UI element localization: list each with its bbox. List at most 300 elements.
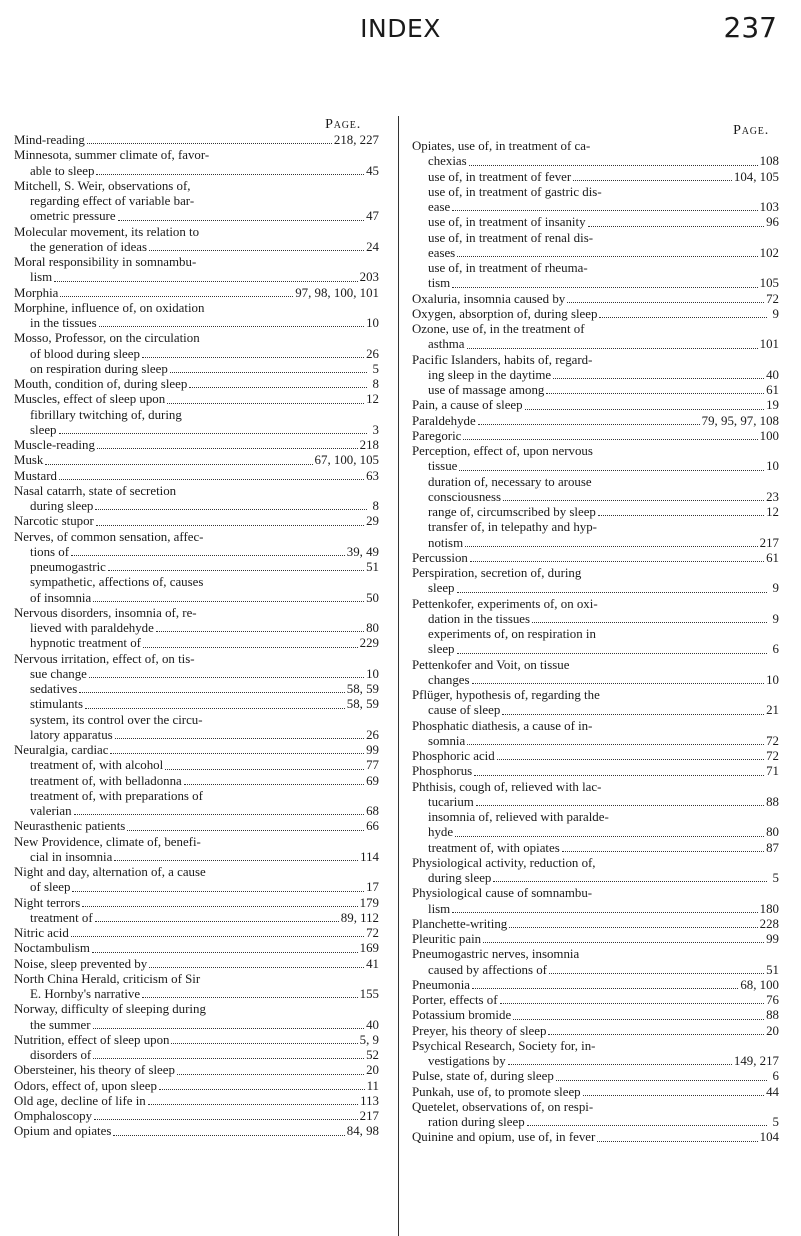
index-line	[412, 383, 779, 398]
index-term: cial in insomnia	[30, 849, 113, 864]
page-reference: 8	[372, 377, 379, 391]
dot-leader	[583, 1085, 764, 1096]
index-term: during sleep	[30, 499, 94, 513]
dot-leader	[159, 1079, 365, 1090]
dot-leader	[114, 850, 358, 861]
index-term: pneumogastric	[30, 560, 106, 574]
page-reference: 50	[366, 590, 379, 605]
index-term: Old age, decline of life in	[14, 1093, 146, 1108]
dot-leader	[597, 1130, 757, 1141]
index-term: of sleep	[30, 880, 71, 895]
page-reference: 47	[366, 209, 379, 224]
page-reference: 5, 9	[359, 1032, 379, 1047]
index-term: Pneumogastric nerves, insomnia	[412, 947, 580, 962]
page-reference: 105	[759, 276, 779, 291]
index-term: ometric pressure	[30, 209, 116, 224]
index-term: regarding effect of variable bar-	[30, 194, 195, 208]
index-line	[412, 1085, 779, 1100]
index-line	[412, 1130, 779, 1145]
index-term: changes	[428, 672, 470, 687]
page-reference: 5	[772, 871, 779, 885]
index-line	[412, 993, 779, 1008]
page-reference: 80	[366, 621, 379, 635]
index-term: treatment of, with alcohol	[30, 758, 164, 773]
index-line	[412, 932, 779, 947]
index-term: consciousness	[428, 489, 502, 504]
index-column-left	[14, 116, 379, 1140]
page-reference: 114	[360, 849, 379, 864]
index-line	[412, 398, 779, 413]
page-reference: 229	[359, 636, 379, 651]
page-reference: 40	[366, 1017, 379, 1032]
index-line	[412, 764, 779, 779]
page-reference: 40	[766, 367, 779, 382]
index-term: Neurasthenic patients	[14, 819, 126, 834]
index-term: caused by affections of	[428, 962, 547, 977]
index-line	[412, 536, 779, 551]
index-term: dation in the tissues	[428, 611, 531, 626]
dot-leader	[85, 697, 345, 708]
index-term: tions of	[30, 544, 70, 559]
page-reference: 61	[766, 383, 779, 397]
index-line	[412, 627, 779, 642]
index-line	[412, 505, 779, 520]
index-term: Perspiration, secretion of, during	[412, 566, 582, 580]
index-term: Pneumonia	[412, 977, 471, 992]
dot-leader	[476, 795, 764, 806]
index-term: treatment of	[30, 910, 93, 925]
index-line	[412, 1054, 779, 1069]
dot-leader	[118, 209, 365, 220]
index-term: sympathetic, affections of, causes	[30, 575, 204, 590]
dot-leader	[94, 1109, 358, 1120]
page-reference: 6	[772, 1069, 779, 1084]
index-term: treatment of, with opiates	[428, 840, 560, 855]
page-reference: 71	[766, 764, 779, 779]
index-line	[14, 667, 379, 682]
index-line	[412, 1024, 779, 1039]
index-line	[14, 453, 379, 468]
dot-leader	[493, 871, 767, 882]
index-term: treatment of, with belladonna	[30, 773, 182, 788]
index-line	[14, 957, 379, 972]
index-term: of blood during sleep	[30, 346, 140, 361]
page-reference: 41	[366, 956, 379, 971]
index-line	[14, 896, 379, 911]
index-line	[14, 377, 379, 392]
page-reference: 17	[366, 880, 379, 895]
page-reference: 113	[360, 1093, 379, 1108]
index-term: Minnesota, summer climate of, favor-	[14, 148, 210, 163]
index-line	[14, 179, 379, 194]
index-term: Mustard	[14, 468, 57, 483]
page-reference: 104	[759, 1130, 779, 1145]
index-line	[14, 286, 379, 301]
page-reference: 169	[359, 941, 379, 956]
index-term: sue change	[30, 666, 87, 681]
index-line	[14, 850, 379, 865]
dot-leader	[452, 276, 757, 287]
dot-leader	[59, 469, 364, 480]
index-term: Muscles, effect of sleep upon	[14, 392, 166, 407]
page-reference: 10	[766, 459, 779, 474]
page-reference: 68, 100	[740, 977, 779, 992]
dot-leader	[167, 392, 364, 403]
page-reference: 10	[366, 666, 379, 681]
page-reference: 44	[766, 1084, 779, 1099]
index-term: experiments of, on respiration in	[428, 627, 596, 641]
index-line	[412, 322, 779, 337]
page-reference: 26	[366, 727, 379, 742]
index-term: during sleep	[428, 871, 492, 885]
dot-leader	[113, 1124, 344, 1135]
index-term: Phosphoric acid	[412, 749, 495, 763]
index-line	[14, 911, 379, 926]
dot-leader	[54, 270, 357, 281]
page-reference: 76	[766, 993, 779, 1007]
dot-leader	[472, 978, 738, 989]
page-reference: 72	[766, 733, 779, 748]
dot-leader	[459, 459, 764, 470]
index-term: hypnotic treatment of	[30, 636, 141, 651]
index-term: ration during sleep	[428, 1115, 525, 1129]
index-line	[14, 926, 379, 941]
index-line	[412, 475, 779, 490]
index-term: Pettenkofer, experiments of, on oxi-	[412, 596, 598, 611]
index-line	[412, 215, 779, 230]
index-term: Night terrors	[14, 895, 81, 910]
index-term: use of massage among	[428, 383, 545, 397]
index-line	[14, 819, 379, 834]
page-reference: 3	[372, 422, 379, 437]
page-reference: 45	[366, 163, 379, 178]
page-reference: 77	[366, 758, 379, 773]
page-reference: 84, 98	[346, 1124, 379, 1139]
dot-leader	[149, 957, 364, 968]
dot-leader	[562, 841, 764, 852]
index-term: hyde	[428, 825, 454, 840]
index-line	[412, 673, 779, 688]
dot-leader	[97, 438, 358, 449]
index-line	[412, 566, 779, 581]
index-line	[14, 194, 379, 209]
dot-leader	[452, 200, 757, 211]
page-reference: 97, 98, 100, 101	[295, 285, 379, 300]
index-term: Quinine and opium, use of, in fever	[412, 1130, 596, 1145]
dot-leader	[110, 743, 364, 754]
index-line	[412, 200, 779, 215]
index-term: North China Herald, criticism of Sir	[14, 971, 201, 986]
dot-leader	[553, 368, 764, 379]
page-reference: 103	[759, 200, 779, 214]
index-line	[412, 444, 779, 459]
dot-leader	[93, 1048, 364, 1059]
page-reference: 20	[766, 1023, 779, 1038]
index-line	[412, 1008, 779, 1023]
index-term: Mind-reading	[14, 133, 85, 147]
page-reference: 24	[366, 239, 379, 254]
page-reference: 217	[359, 1109, 379, 1123]
index-line	[14, 408, 379, 423]
index-line	[14, 804, 379, 819]
index-term: cause of sleep	[428, 703, 501, 718]
index-term: duration of, necessary to arouse	[428, 474, 592, 489]
dot-leader	[45, 453, 312, 464]
dot-leader	[497, 749, 764, 760]
index-line	[14, 362, 379, 377]
index-line	[412, 795, 779, 810]
index-term: sedatives	[30, 682, 78, 696]
index-line	[14, 423, 379, 438]
index-line	[412, 642, 779, 657]
page-reference: 149, 217	[733, 1054, 779, 1068]
index-term: Mouth, condition of, during sleep	[14, 377, 188, 391]
index-term: Pacific Islanders, habits of, regard-	[412, 352, 593, 367]
index-line	[14, 606, 379, 621]
index-line	[14, 148, 379, 163]
dot-leader	[467, 337, 758, 348]
dot-leader	[502, 703, 764, 714]
index-term: fibrillary twitching of, during	[30, 407, 182, 422]
index-line	[412, 154, 779, 169]
dot-leader	[452, 902, 757, 913]
index-term: the summer	[30, 1017, 91, 1032]
dot-leader	[469, 154, 758, 165]
index-term: use of, in treatment of rheuma-	[428, 261, 588, 275]
page-reference: 19	[766, 398, 779, 413]
index-term: Omphaloscopy	[14, 1109, 93, 1123]
index-term: tucarium	[428, 794, 474, 809]
page-reference: 9	[772, 611, 779, 626]
dot-leader	[599, 307, 767, 318]
dot-leader	[87, 133, 332, 144]
page-reference: 87	[766, 840, 779, 855]
page-reference: 179	[359, 895, 379, 910]
index-line	[14, 789, 379, 804]
index-term: latory apparatus	[30, 727, 113, 742]
index-term: able to sleep	[30, 163, 95, 178]
dot-leader	[588, 215, 765, 226]
dot-leader	[548, 1024, 764, 1035]
index-line	[412, 978, 779, 993]
index-term: Planchette-writing	[412, 916, 508, 931]
dot-leader	[89, 667, 364, 678]
index-term: New Providence, climate of, benefi-	[14, 834, 201, 849]
index-term: Opium and opiates	[14, 1124, 112, 1139]
index-line	[14, 1109, 379, 1124]
dot-leader	[500, 993, 765, 1004]
dot-leader	[532, 612, 767, 623]
dot-leader	[142, 987, 358, 998]
dot-leader	[556, 1069, 767, 1080]
index-term: Physiological cause of somnambu-	[412, 886, 593, 901]
index-line	[412, 963, 779, 978]
dot-leader	[463, 429, 757, 440]
index-term: sleep	[428, 642, 455, 657]
index-line	[412, 170, 779, 185]
index-term: Potassium bromide	[412, 1008, 512, 1023]
index-line	[14, 347, 379, 362]
page-reference: 9	[772, 306, 779, 321]
index-line	[14, 469, 379, 484]
index-line	[412, 841, 779, 856]
dot-leader	[71, 545, 345, 556]
page-reference: 96	[766, 215, 779, 230]
index-line	[14, 835, 379, 850]
dot-leader	[156, 621, 364, 632]
index-line	[14, 514, 379, 529]
index-line	[412, 292, 779, 307]
index-term: disorders of	[30, 1048, 92, 1062]
page-column-label: Page.	[325, 117, 361, 132]
index-term: Nutrition, effect of sleep upon	[14, 1032, 170, 1047]
index-term: tissue	[428, 459, 458, 474]
page-reference: 89, 112	[340, 910, 379, 925]
index-line	[14, 301, 379, 316]
index-term: Odors, effect of, upon sleep	[14, 1078, 157, 1093]
index-term: Nervous disorders, insomnia of, re-	[14, 605, 197, 620]
index-line	[14, 240, 379, 255]
page-reference: 104, 105	[733, 169, 779, 184]
index-line	[412, 917, 779, 932]
page-reference: 12	[766, 505, 779, 519]
index-term: E. Hornby's narrative	[30, 987, 141, 1001]
dot-leader	[470, 551, 764, 562]
page-number: 237	[723, 11, 777, 44]
index-line	[14, 743, 379, 758]
index-term: chexias	[428, 154, 467, 169]
page-reference: 58, 59	[346, 697, 379, 712]
page-reference: 80	[766, 825, 779, 840]
index-term: Night and day, alternation of, a cause	[14, 865, 206, 879]
index-line	[14, 164, 379, 179]
index-term: Oxaluria, insomnia caused by	[412, 291, 566, 306]
index-line	[412, 856, 779, 871]
index-term: Preyer, his theory of sleep	[412, 1023, 547, 1038]
index-line	[14, 1124, 379, 1139]
dot-leader	[472, 673, 765, 684]
dot-leader	[71, 926, 364, 937]
index-line	[14, 1094, 379, 1109]
index-line	[14, 880, 379, 895]
page-reference: 51	[366, 560, 379, 574]
index-term: Mitchell, S. Weir, observations of,	[14, 178, 191, 193]
index-line	[14, 438, 379, 453]
dot-leader	[171, 1033, 357, 1044]
dot-leader	[457, 581, 768, 592]
index-line	[14, 728, 379, 743]
index-line	[412, 871, 779, 886]
index-term: Perception, effect of, upon nervous	[412, 444, 593, 458]
index-line	[14, 1033, 379, 1048]
page-header	[0, 0, 801, 50]
page-reference: 69	[366, 773, 379, 788]
index-line	[412, 490, 779, 505]
dot-leader	[170, 362, 367, 373]
page-reference: 203	[359, 270, 379, 285]
page-reference: 5	[372, 361, 379, 376]
index-term: somnia	[428, 733, 466, 748]
index-line	[412, 810, 779, 825]
index-term: Nasal catarrh, state of secretion	[14, 483, 177, 498]
page-reference: 26	[366, 346, 379, 361]
dot-leader	[79, 682, 345, 693]
index-term: lism	[30, 270, 53, 285]
dot-leader	[465, 536, 758, 547]
index-term: tism	[428, 276, 451, 291]
index-line	[14, 225, 379, 240]
index-line	[14, 1048, 379, 1063]
index-line	[14, 560, 379, 575]
page-reference: 20	[366, 1063, 379, 1078]
page-reference: 39, 49	[346, 544, 379, 559]
page-reference: 52	[366, 1048, 379, 1062]
index-line	[412, 1069, 779, 1084]
index-term: Porter, effects of	[412, 993, 498, 1007]
index-line	[412, 139, 779, 154]
index-line	[14, 1002, 379, 1017]
dot-leader	[474, 764, 764, 775]
dot-leader	[92, 941, 358, 952]
index-term: Nitric acid	[14, 926, 69, 940]
dot-leader	[478, 414, 700, 425]
index-term: ease	[428, 200, 451, 214]
dot-leader	[82, 896, 357, 907]
dot-leader	[457, 246, 757, 257]
dot-leader	[546, 383, 764, 394]
index-line	[412, 1115, 779, 1130]
index-line	[412, 429, 779, 444]
dot-leader	[165, 758, 364, 769]
dot-leader	[95, 911, 339, 922]
index-term: eases	[428, 245, 456, 260]
index-term: system, its control over the circu-	[30, 712, 203, 727]
index-term: insomnia of, relieved with paralde-	[428, 810, 609, 824]
index-line	[412, 719, 779, 734]
dot-leader	[108, 560, 364, 571]
index-line	[412, 597, 779, 612]
index-term: Percussion	[412, 550, 468, 565]
index-term: range of, circumscribed by sleep	[428, 505, 596, 519]
index-line	[412, 734, 779, 749]
page-reference: 29	[366, 514, 379, 529]
dot-leader	[549, 963, 764, 974]
index-line	[14, 545, 379, 560]
index-line	[14, 697, 379, 712]
index-line	[412, 459, 779, 474]
index-term: Pettenkofer and Voit, on tissue	[412, 657, 570, 672]
page-reference: 101	[759, 337, 779, 352]
index-term: Obersteiner, his theory of sleep	[14, 1063, 175, 1078]
dot-leader	[567, 292, 764, 303]
index-term: Noctambulism	[14, 941, 90, 956]
dot-leader	[184, 774, 364, 785]
page-column-label: Page.	[733, 123, 769, 138]
index-term: Pleuritic pain	[412, 932, 482, 946]
index-line	[14, 316, 379, 331]
index-line	[14, 865, 379, 880]
index-term: asthma	[428, 337, 465, 352]
index-term: Molecular movement, its relation to	[14, 224, 200, 239]
index-line	[412, 612, 779, 627]
page-reference: 100	[759, 428, 779, 443]
index-line	[14, 1018, 379, 1033]
index-term: Pulse, state of, during sleep	[412, 1069, 554, 1084]
page-reference: 67, 100, 105	[314, 453, 379, 468]
index-line	[14, 758, 379, 773]
index-term: Pain, a cause of sleep	[412, 398, 523, 413]
index-term: of insomnia	[30, 590, 92, 605]
